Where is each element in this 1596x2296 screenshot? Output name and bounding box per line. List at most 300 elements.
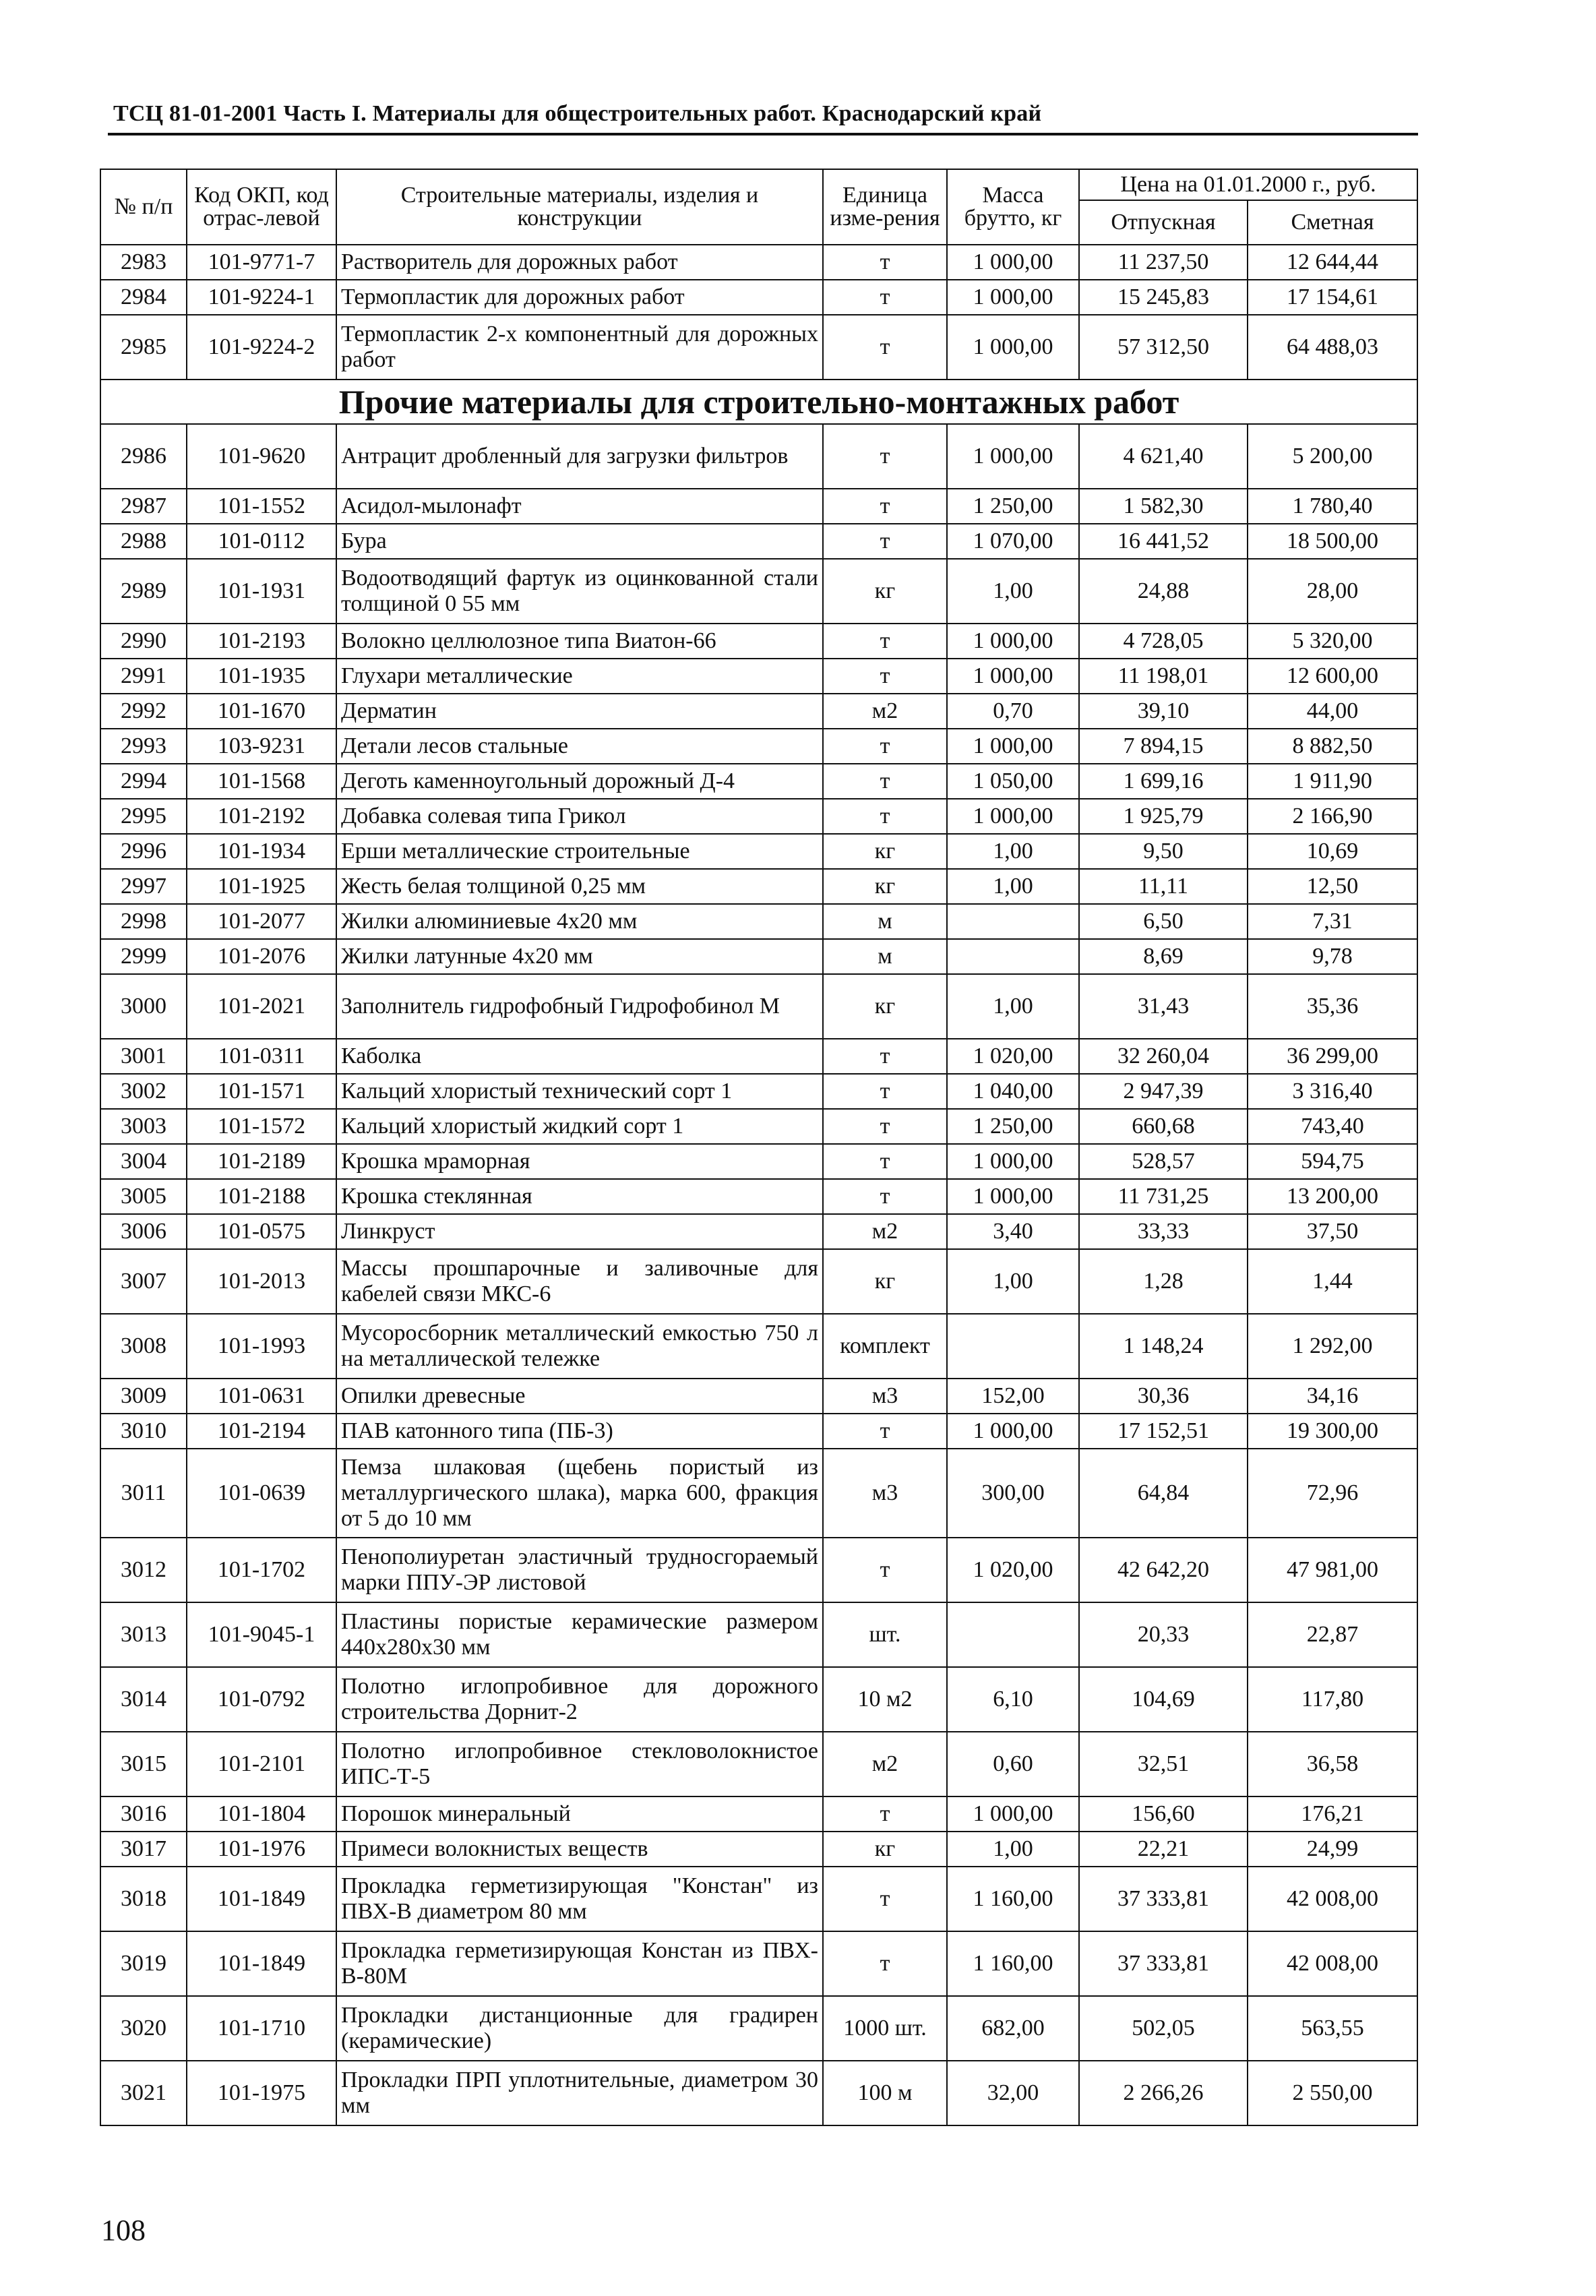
table-body-top [100,245,1417,380]
cell-row-number: 3020 [100,1996,187,2061]
cell-price-release: 39,10 [1079,694,1248,729]
cell-price-release: 660,68 [1079,1109,1248,1144]
cell-row-number: 3014 [100,1667,187,1732]
cell-price-release: 57 312,50 [1079,315,1248,380]
cell-mass: 1 000,00 [947,280,1079,315]
cell-mass: 32,00 [947,2061,1079,2125]
cell-price-estimate: 44,00 [1248,694,1417,729]
cell-unit: т [823,659,947,694]
cell-material-name: Примеси волокнистых веществ [336,1832,823,1867]
cell-unit: м [823,939,947,974]
table-row [100,1074,1417,1109]
cell-price-estimate: 1 780,40 [1248,489,1417,524]
cell-material-name: Каболка [336,1039,823,1074]
cell-okp-code: 101-1925 [187,869,336,904]
cell-price-release: 1 582,30 [1079,489,1248,524]
cell-mass: 1,00 [947,1832,1079,1867]
cell-okp-code: 101-2192 [187,799,336,834]
cell-material-name: Дерматин [336,694,823,729]
header-rule [108,133,1418,135]
cell-row-number: 2995 [100,799,187,834]
cell-price-release: 4 621,40 [1079,424,1248,489]
cell-material-name: Волокно целлюлозное типа Виатон-66 [336,624,823,659]
cell-price-estimate: 72,96 [1248,1449,1417,1538]
cell-mass: 300,00 [947,1449,1079,1538]
cell-material-name: Кальций хлористый технический сорт 1 [336,1074,823,1109]
cell-price-release: 1 148,24 [1079,1314,1248,1379]
cell-row-number: 3005 [100,1179,187,1214]
table-row [100,315,1417,380]
cell-unit: м2 [823,1732,947,1796]
table-row [100,1214,1417,1249]
cell-price-estimate: 36 299,00 [1248,1039,1417,1074]
cell-price-estimate: 17 154,61 [1248,280,1417,315]
cell-okp-code: 101-1702 [187,1538,336,1602]
cell-row-number: 3004 [100,1144,187,1179]
cell-row-number: 3001 [100,1039,187,1074]
cell-mass [947,904,1079,939]
page-number: 108 [101,2214,146,2247]
table-row [100,974,1417,1039]
cell-price-estimate: 42 008,00 [1248,1867,1417,1931]
cell-mass [947,1314,1079,1379]
cell-price-estimate: 12,50 [1248,869,1417,904]
table-body-main [100,424,1417,2125]
table-row [100,1179,1417,1214]
cell-okp-code: 101-1934 [187,834,336,869]
cell-price-estimate: 19 300,00 [1248,1414,1417,1449]
cell-row-number: 2983 [100,245,187,280]
cell-row-number: 3008 [100,1314,187,1379]
cell-row-number: 3011 [100,1449,187,1538]
cell-price-estimate: 64 488,03 [1248,315,1417,380]
cell-unit: шт. [823,1602,947,1667]
table-row [100,1996,1417,2061]
cell-unit: т [823,424,947,489]
cell-okp-code: 101-1571 [187,1074,336,1109]
cell-mass [947,939,1079,974]
cell-okp-code: 101-2077 [187,904,336,939]
cell-okp-code: 101-2013 [187,1249,336,1314]
table-row [100,1314,1417,1379]
cell-okp-code: 101-1552 [187,489,336,524]
cell-row-number: 2994 [100,764,187,799]
table-row [100,1144,1417,1179]
cell-price-release: 17 152,51 [1079,1414,1248,1449]
cell-price-release: 33,33 [1079,1214,1248,1249]
cell-mass: 1,00 [947,869,1079,904]
cell-material-name: Детали лесов стальные [336,729,823,764]
materials-table [100,169,1418,2126]
cell-price-estimate: 5 200,00 [1248,424,1417,489]
col-header-code: Код ОКП, код отрас-левой [187,169,336,245]
cell-row-number: 3016 [100,1796,187,1832]
cell-material-name: Кальций хлористый жидкий сорт 1 [336,1109,823,1144]
cell-row-number: 2985 [100,315,187,380]
cell-price-release: 37 333,81 [1079,1931,1248,1996]
cell-price-release: 64,84 [1079,1449,1248,1538]
cell-unit: т [823,624,947,659]
cell-row-number: 3006 [100,1214,187,1249]
table-row [100,694,1417,729]
cell-row-number: 3002 [100,1074,187,1109]
cell-material-name: Пластины пористые керамические размером 440x280x30 мм [336,1602,823,1667]
col-header-num: № п/п [100,169,187,245]
cell-material-name: Жилки латунные 4x20 мм [336,939,823,974]
table-row [100,1832,1417,1867]
cell-material-name: Жесть белая толщиной 0,25 мм [336,869,823,904]
cell-price-estimate: 2 166,90 [1248,799,1417,834]
cell-mass: 3,40 [947,1214,1079,1249]
table-row [100,1602,1417,1667]
cell-okp-code: 101-9224-2 [187,315,336,380]
cell-price-estimate: 13 200,00 [1248,1179,1417,1214]
col-header-price: Цена на 01.01.2000 г., руб. [1079,169,1417,200]
cell-price-estimate: 117,80 [1248,1667,1417,1732]
cell-material-name: Полотно иглопробивное стекловолокнистое ИПС-Т-5 [336,1732,823,1796]
cell-price-estimate: 3 316,40 [1248,1074,1417,1109]
cell-material-name: Водоотводящий фартук из оцинкованной стали толщиной 0 55 мм [336,559,823,624]
cell-price-estimate: 37,50 [1248,1214,1417,1249]
cell-price-estimate: 1 911,90 [1248,764,1417,799]
cell-price-release: 1,28 [1079,1249,1248,1314]
cell-unit: м3 [823,1449,947,1538]
table-row [100,869,1417,904]
cell-okp-code: 101-2021 [187,974,336,1039]
cell-material-name: Термопластик 2-х компонентный для дорожных работ [336,315,823,380]
cell-row-number: 2989 [100,559,187,624]
cell-okp-code: 101-2194 [187,1414,336,1449]
cell-price-release: 104,69 [1079,1667,1248,1732]
cell-price-release: 37 333,81 [1079,1867,1248,1931]
table-row [100,904,1417,939]
cell-mass: 0,60 [947,1732,1079,1796]
cell-mass: 1 000,00 [947,424,1079,489]
cell-row-number: 2986 [100,424,187,489]
cell-row-number: 2988 [100,524,187,559]
cell-okp-code: 101-1849 [187,1931,336,1996]
table-row [100,559,1417,624]
cell-material-name: Прокладка герметизирующая Констан из ПВХ-В-80М [336,1931,823,1996]
cell-row-number: 3007 [100,1249,187,1314]
cell-row-number: 3012 [100,1538,187,1602]
cell-price-release: 9,50 [1079,834,1248,869]
cell-price-release: 11 237,50 [1079,245,1248,280]
col-header-price-estimate: Сметная [1248,200,1417,245]
table-row [100,1379,1417,1414]
table-row [100,1867,1417,1931]
cell-mass [947,1602,1079,1667]
cell-material-name: ПАВ катонного типа (ПБ-3) [336,1414,823,1449]
cell-okp-code: 101-1804 [187,1796,336,1832]
cell-mass: 0,70 [947,694,1079,729]
cell-material-name: Заполнитель гидрофобный Гидрофобинол М [336,974,823,1039]
cell-material-name: Деготь каменноугольный дорожный Д-4 [336,764,823,799]
cell-price-estimate: 7,31 [1248,904,1417,939]
col-header-price-release: Отпускная [1079,200,1248,245]
cell-okp-code: 101-0112 [187,524,336,559]
cell-unit: кг [823,974,947,1039]
cell-material-name: Прокладка герметизирующая "Констан" из ПВХ-В диаметром 80 мм [336,1867,823,1931]
table-row [100,764,1417,799]
cell-unit: т [823,1109,947,1144]
cell-unit: т [823,315,947,380]
cell-mass: 1,00 [947,559,1079,624]
cell-row-number: 3017 [100,1832,187,1867]
cell-okp-code: 101-9771-7 [187,245,336,280]
cell-price-release: 7 894,15 [1079,729,1248,764]
cell-price-estimate: 563,55 [1248,1996,1417,2061]
table-row [100,524,1417,559]
cell-price-estimate: 2 550,00 [1248,2061,1417,2125]
cell-price-estimate: 5 320,00 [1248,624,1417,659]
section-title: Прочие материалы для строительно-монтажных работ [100,380,1417,424]
cell-mass: 1 000,00 [947,799,1079,834]
cell-price-release: 30,36 [1079,1379,1248,1414]
cell-row-number: 3003 [100,1109,187,1144]
cell-mass: 1 160,00 [947,1867,1079,1931]
cell-material-name: Крошка стеклянная [336,1179,823,1214]
cell-row-number: 3021 [100,2061,187,2125]
cell-unit: м2 [823,694,947,729]
cell-okp-code: 101-0792 [187,1667,336,1732]
cell-okp-code: 101-9045-1 [187,1602,336,1667]
cell-material-name: Ерши металлические строительные [336,834,823,869]
cell-material-name: Глухари металлические [336,659,823,694]
cell-price-estimate: 12 600,00 [1248,659,1417,694]
cell-unit: т [823,764,947,799]
cell-okp-code: 101-1935 [187,659,336,694]
table-row [100,1538,1417,1602]
cell-unit: т [823,1179,947,1214]
cell-price-estimate: 1 292,00 [1248,1314,1417,1379]
table-row [100,1732,1417,1796]
cell-price-estimate: 743,40 [1248,1109,1417,1144]
cell-price-estimate: 22,87 [1248,1602,1417,1667]
cell-price-release: 31,43 [1079,974,1248,1039]
cell-row-number: 2999 [100,939,187,974]
cell-row-number: 3010 [100,1414,187,1449]
cell-price-estimate: 34,16 [1248,1379,1417,1414]
cell-mass: 1 000,00 [947,1796,1079,1832]
table-row [100,834,1417,869]
cell-price-estimate: 24,99 [1248,1832,1417,1867]
table-row [100,245,1417,280]
table-row [100,2061,1417,2125]
cell-mass: 1,00 [947,834,1079,869]
cell-okp-code: 101-1670 [187,694,336,729]
cell-unit: т [823,280,947,315]
cell-price-release: 32,51 [1079,1732,1248,1796]
cell-price-estimate: 18 500,00 [1248,524,1417,559]
cell-material-name: Прокладки ПРП уплотнительные, диаметром 30 мм [336,2061,823,2125]
cell-material-name: Мусоросборник металлический емкостью 750 л на металлической тележке [336,1314,823,1379]
cell-material-name: Линкруст [336,1214,823,1249]
cell-price-estimate: 10,69 [1248,834,1417,869]
cell-price-release: 11,11 [1079,869,1248,904]
cell-unit: т [823,1538,947,1602]
cell-unit: т [823,799,947,834]
cell-material-name: Растворитель для дорожных работ [336,245,823,280]
cell-okp-code: 103-9231 [187,729,336,764]
table-row [100,1796,1417,1832]
cell-unit: комплект [823,1314,947,1379]
cell-mass: 152,00 [947,1379,1079,1414]
cell-mass: 1 250,00 [947,489,1079,524]
cell-price-estimate: 1,44 [1248,1249,1417,1314]
cell-row-number: 2993 [100,729,187,764]
table-row [100,424,1417,489]
cell-material-name: Асидол-мылонафт [336,489,823,524]
cell-unit: кг [823,559,947,624]
table-row [100,1667,1417,1732]
cell-mass: 1 000,00 [947,624,1079,659]
cell-mass: 1 000,00 [947,245,1079,280]
table-row [100,1414,1417,1449]
cell-price-release: 6,50 [1079,904,1248,939]
cell-material-name: Крошка мраморная [336,1144,823,1179]
cell-material-name: Массы прошпарочные и заливочные для кабелей связи МКС-6 [336,1249,823,1314]
cell-material-name: Пемза шлаковая (щебень пористый из металлургического шлака), марка 600, фракция от 5 до 10 мм [336,1449,823,1538]
cell-material-name: Термопластик для дорожных работ [336,280,823,315]
cell-price-release: 16 441,52 [1079,524,1248,559]
cell-okp-code: 101-2193 [187,624,336,659]
cell-okp-code: 101-1849 [187,1867,336,1931]
cell-unit: т [823,1931,947,1996]
cell-price-release: 15 245,83 [1079,280,1248,315]
cell-mass: 1 000,00 [947,1144,1079,1179]
cell-unit: кг [823,869,947,904]
cell-mass: 1 020,00 [947,1039,1079,1074]
cell-row-number: 3015 [100,1732,187,1796]
cell-material-name: Опилки древесные [336,1379,823,1414]
cell-okp-code: 101-1568 [187,764,336,799]
cell-unit: т [823,1796,947,1832]
cell-price-release: 1 925,79 [1079,799,1248,834]
cell-okp-code: 101-0575 [187,1214,336,1249]
cell-price-estimate: 28,00 [1248,559,1417,624]
cell-mass: 1 000,00 [947,659,1079,694]
table-row [100,729,1417,764]
cell-price-release: 8,69 [1079,939,1248,974]
cell-price-release: 1 699,16 [1079,764,1248,799]
cell-unit: т [823,1074,947,1109]
cell-okp-code: 101-9620 [187,424,336,489]
table-row [100,280,1417,315]
cell-okp-code: 101-1993 [187,1314,336,1379]
cell-price-release: 2 947,39 [1079,1074,1248,1109]
cell-price-release: 4 728,05 [1079,624,1248,659]
cell-mass: 1 070,00 [947,524,1079,559]
cell-mass: 1,00 [947,1249,1079,1314]
cell-material-name: Жилки алюминиевые 4x20 мм [336,904,823,939]
cell-mass: 6,10 [947,1667,1079,1732]
cell-mass: 1 000,00 [947,1179,1079,1214]
cell-row-number: 3019 [100,1931,187,1996]
cell-price-release: 42 642,20 [1079,1538,1248,1602]
cell-row-number: 2990 [100,624,187,659]
cell-row-number: 3013 [100,1602,187,1667]
cell-row-number: 3009 [100,1379,187,1414]
cell-material-name: Добавка солевая типа Грикол [336,799,823,834]
table-row [100,624,1417,659]
cell-row-number: 2984 [100,280,187,315]
table-row [100,939,1417,974]
cell-material-name: Антрацит дробленный для загрузки фильтров [336,424,823,489]
table-row [100,1931,1417,1996]
cell-okp-code: 101-0639 [187,1449,336,1538]
col-header-unit: Единица изме-рения [823,169,947,245]
cell-price-release: 502,05 [1079,1996,1248,2061]
cell-unit: кг [823,834,947,869]
cell-price-estimate: 12 644,44 [1248,245,1417,280]
cell-mass: 1 000,00 [947,1414,1079,1449]
cell-unit: т [823,524,947,559]
col-header-name: Строительные материалы, изделия и конструкции [336,169,823,245]
cell-unit: т [823,1414,947,1449]
cell-price-release: 2 266,26 [1079,2061,1248,2125]
cell-mass: 1 000,00 [947,729,1079,764]
cell-price-estimate: 42 008,00 [1248,1931,1417,1996]
cell-unit: т [823,1867,947,1931]
page-header: ТСЦ 81-01-2001 Часть I. Материалы для общестроительных работ. Краснодарский край [113,101,1042,126]
cell-okp-code: 101-1572 [187,1109,336,1144]
cell-price-release: 11 731,25 [1079,1179,1248,1214]
cell-row-number: 2997 [100,869,187,904]
cell-unit: кг [823,1249,947,1314]
cell-okp-code: 101-1710 [187,1996,336,2061]
cell-material-name: Бура [336,524,823,559]
cell-material-name: Порошок минеральный [336,1796,823,1832]
cell-price-release: 528,57 [1079,1144,1248,1179]
cell-price-release: 22,21 [1079,1832,1248,1867]
cell-price-release: 11 198,01 [1079,659,1248,694]
cell-row-number: 2991 [100,659,187,694]
cell-mass: 1,00 [947,974,1079,1039]
cell-price-estimate: 8 882,50 [1248,729,1417,764]
cell-mass: 1 040,00 [947,1074,1079,1109]
cell-material-name: Пенополиуретан эластичный трудносгораемый марки ППУ-ЭР листовой [336,1538,823,1602]
cell-price-estimate: 35,36 [1248,974,1417,1039]
table-row [100,659,1417,694]
cell-unit: т [823,1144,947,1179]
cell-unit: м3 [823,1379,947,1414]
cell-unit: кг [823,1832,947,1867]
cell-price-release: 24,88 [1079,559,1248,624]
section-row-group [100,380,1417,424]
cell-price-release: 20,33 [1079,1602,1248,1667]
cell-row-number: 2998 [100,904,187,939]
cell-price-estimate: 36,58 [1248,1732,1417,1796]
cell-okp-code: 101-2101 [187,1732,336,1796]
cell-price-release: 156,60 [1079,1796,1248,1832]
table-row [100,1249,1417,1314]
col-header-mass: Масса брутто, кг [947,169,1079,245]
cell-okp-code: 101-1975 [187,2061,336,2125]
cell-row-number: 3000 [100,974,187,1039]
cell-mass: 1 050,00 [947,764,1079,799]
cell-mass: 682,00 [947,1996,1079,2061]
cell-okp-code: 101-0311 [187,1039,336,1074]
cell-price-estimate: 9,78 [1248,939,1417,974]
cell-okp-code: 101-2076 [187,939,336,974]
cell-price-release: 32 260,04 [1079,1039,1248,1074]
cell-mass: 1 000,00 [947,315,1079,380]
cell-okp-code: 101-2188 [187,1179,336,1214]
cell-price-estimate: 47 981,00 [1248,1538,1417,1602]
cell-row-number: 3018 [100,1867,187,1931]
cell-price-estimate: 176,21 [1248,1796,1417,1832]
